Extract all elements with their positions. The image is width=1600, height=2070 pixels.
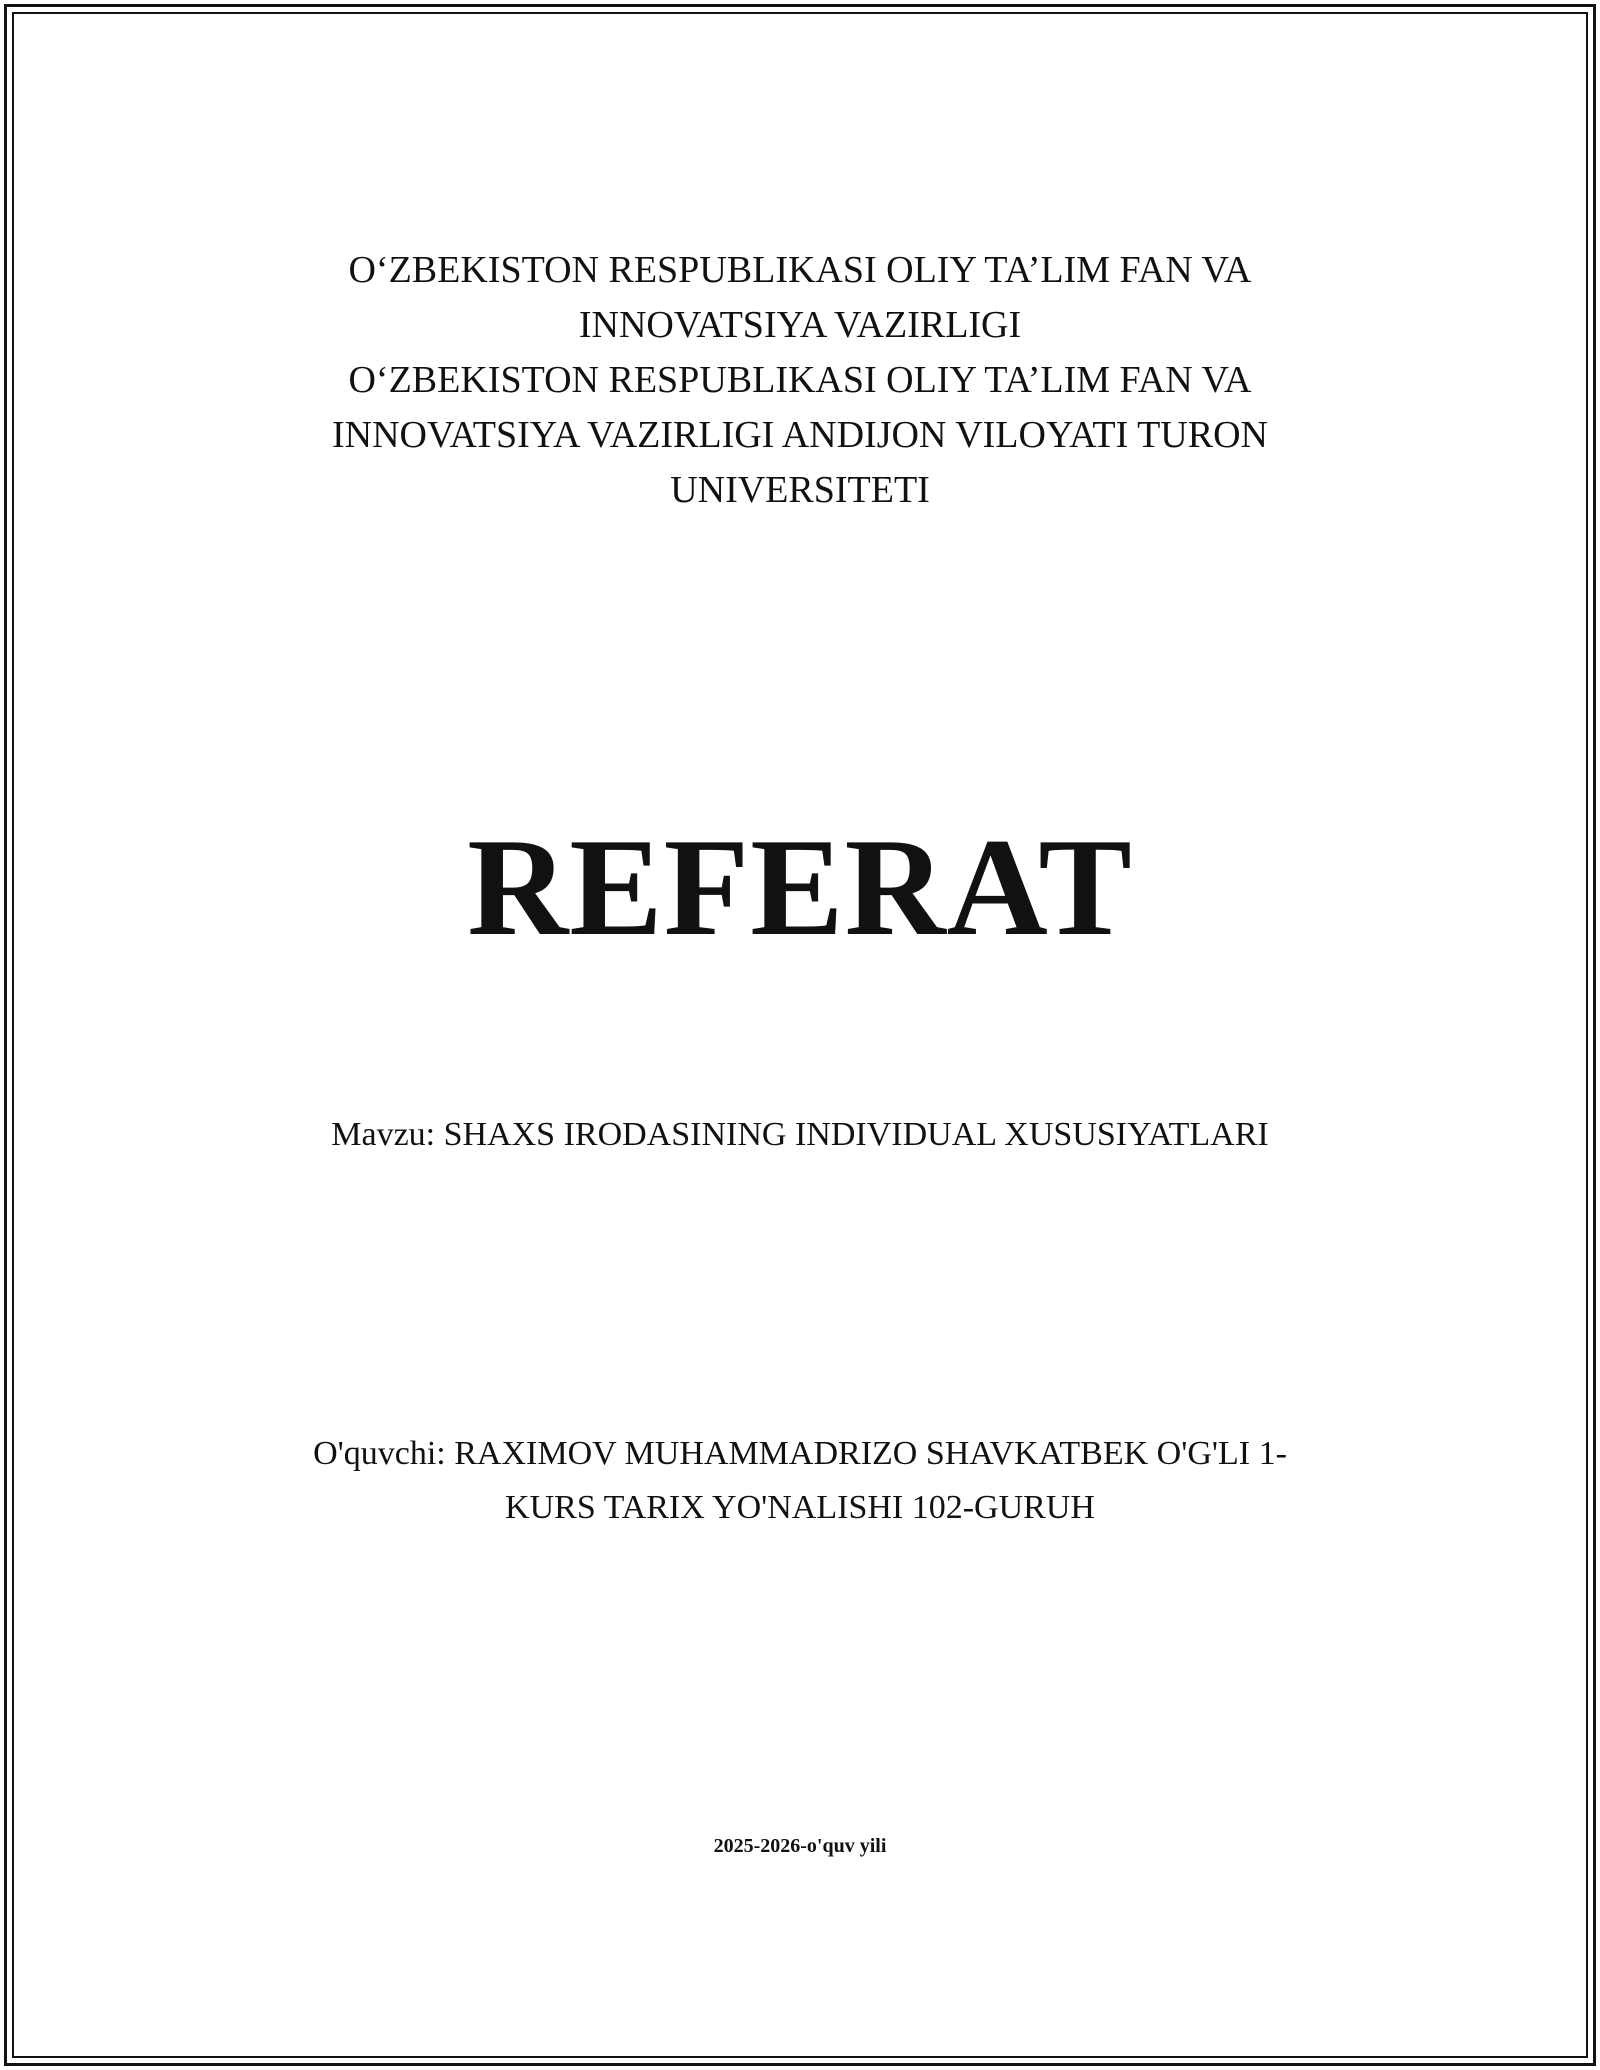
topic-line: Mavzu: SHAXS IRODASINING INDIVIDUAL XUSUSIYATLARI: [331, 1116, 1269, 1153]
header-line: INNOVATSIYA VAZIRLIGI: [578, 304, 1022, 346]
header-line: INNOVATSIYA VAZIRLIGI ANDIJON VILOYATI TURON: [332, 414, 1268, 456]
student-line: KURS TARIX YO'NALISHI 102-GURUH: [505, 1489, 1095, 1526]
academic-year: 2025-2026-o'quv yili: [713, 1835, 887, 1857]
header-line: O‘ZBEKISTON RESPUBLIKASI OLIY TA’LIM FAN VA: [348, 249, 1252, 291]
document-title: REFERAT: [467, 810, 1133, 965]
header-line: UNIVERSITETI: [670, 469, 930, 511]
student-info: [200, 1427, 1400, 1535]
student-line: O'quvchi: RAXIMOV MUHAMMADRIZO SHAVKATBEK O'G'LI 1-: [313, 1435, 1287, 1472]
ministry-header: [200, 243, 1400, 518]
header-line: O‘ZBEKISTON RESPUBLIKASI OLIY TA’LIM FAN VA: [348, 359, 1252, 401]
